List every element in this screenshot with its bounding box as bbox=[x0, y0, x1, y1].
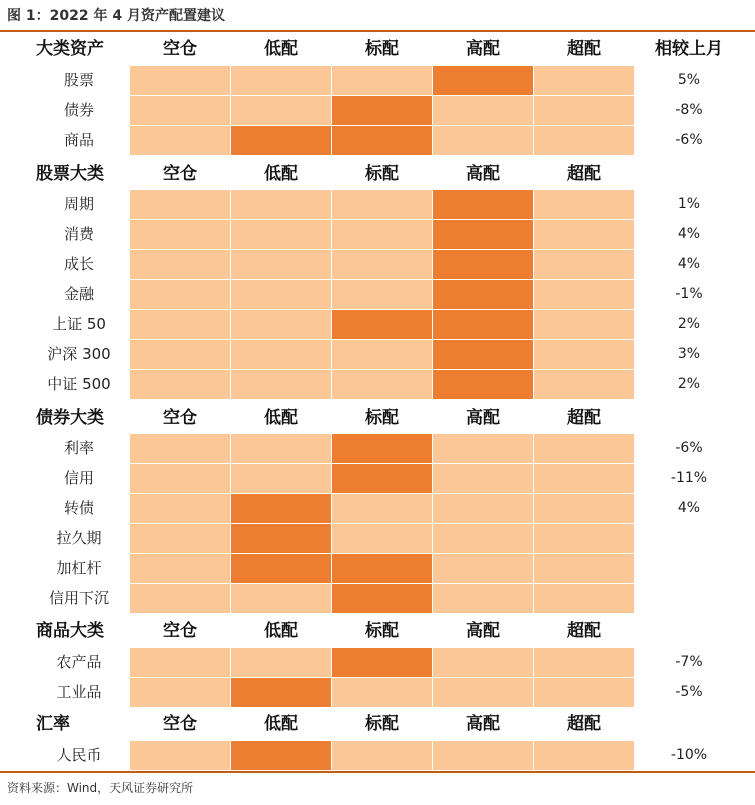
allocation-cell bbox=[130, 648, 230, 677]
row-label: 上证 50 bbox=[52, 315, 106, 333]
bottom-rule bbox=[0, 771, 755, 773]
level-header: 超配 bbox=[567, 621, 601, 641]
allocation-cell bbox=[534, 741, 634, 770]
allocation-cell bbox=[130, 370, 230, 399]
allocation-cell bbox=[332, 741, 432, 770]
allocation-cell bbox=[332, 250, 432, 279]
allocation-cell bbox=[534, 310, 634, 339]
allocation-cell bbox=[130, 554, 230, 583]
allocation-cell bbox=[130, 524, 230, 553]
change-value: -6% bbox=[675, 132, 703, 148]
level-header: 标配 bbox=[365, 39, 399, 59]
allocation-cell-selected bbox=[332, 584, 432, 613]
allocation-cell bbox=[433, 434, 533, 463]
change-value: -10% bbox=[670, 747, 708, 763]
allocation-cell-selected bbox=[332, 648, 432, 677]
figure-title: 图 1：2022 年 4 月资产配置建议 bbox=[7, 8, 225, 24]
allocation-cell bbox=[231, 434, 331, 463]
level-header: 超配 bbox=[567, 714, 601, 734]
allocation-cell-selected bbox=[231, 554, 331, 583]
allocation-cell bbox=[534, 648, 634, 677]
allocation-cell bbox=[130, 678, 230, 707]
row-label: 金融 bbox=[63, 285, 94, 303]
allocation-cell bbox=[332, 370, 432, 399]
level-header: 空仓 bbox=[163, 408, 197, 428]
allocation-cell-selected bbox=[332, 434, 432, 463]
level-header: 超配 bbox=[567, 164, 601, 184]
level-header: 低配 bbox=[264, 39, 298, 59]
allocation-cell bbox=[332, 678, 432, 707]
allocation-cell-selected bbox=[433, 280, 533, 309]
allocation-cell bbox=[433, 96, 533, 125]
allocation-cell bbox=[231, 190, 331, 219]
allocation-cell bbox=[130, 220, 230, 249]
allocation-cell bbox=[433, 648, 533, 677]
allocation-cell bbox=[130, 434, 230, 463]
allocation-cell bbox=[130, 280, 230, 309]
allocation-cell bbox=[332, 280, 432, 309]
level-header: 高配 bbox=[466, 714, 500, 734]
level-header: 超配 bbox=[567, 39, 601, 59]
level-header: 低配 bbox=[264, 408, 298, 428]
allocation-cell-selected bbox=[231, 741, 331, 770]
change-value: 1% bbox=[677, 196, 701, 212]
level-header: 低配 bbox=[264, 621, 298, 641]
change-value: 4% bbox=[677, 256, 701, 272]
row-label: 利率 bbox=[63, 439, 94, 457]
level-header: 标配 bbox=[365, 408, 399, 428]
level-header: 空仓 bbox=[163, 621, 197, 641]
allocation-cell bbox=[130, 340, 230, 369]
allocation-cell bbox=[231, 250, 331, 279]
allocation-cell bbox=[231, 648, 331, 677]
allocation-cell bbox=[433, 524, 533, 553]
row-label: 工业品 bbox=[56, 683, 102, 701]
allocation-cell-selected bbox=[433, 220, 533, 249]
allocation-cell-selected bbox=[231, 494, 331, 523]
allocation-cell bbox=[231, 340, 331, 369]
allocation-cell bbox=[130, 494, 230, 523]
allocation-cell bbox=[534, 250, 634, 279]
section-header: 商品大类 bbox=[36, 621, 104, 641]
section-header: 大类资产 bbox=[36, 39, 104, 59]
allocation-cell-selected bbox=[231, 524, 331, 553]
allocation-cell bbox=[231, 280, 331, 309]
section-header: 汇率 bbox=[36, 714, 70, 734]
allocation-cell bbox=[534, 370, 634, 399]
allocation-cell bbox=[534, 190, 634, 219]
level-header: 标配 bbox=[365, 164, 399, 184]
level-header: 超配 bbox=[567, 408, 601, 428]
allocation-cell bbox=[231, 96, 331, 125]
level-header: 空仓 bbox=[163, 714, 197, 734]
allocation-cell bbox=[433, 126, 533, 155]
allocation-cell bbox=[534, 280, 634, 309]
change-value: -7% bbox=[675, 654, 703, 670]
allocation-cell bbox=[130, 310, 230, 339]
allocation-cell-selected bbox=[332, 126, 432, 155]
level-header: 空仓 bbox=[163, 39, 197, 59]
row-label: 人民币 bbox=[56, 746, 102, 764]
change-header: 相较上月 bbox=[655, 39, 723, 59]
allocation-cell bbox=[433, 584, 533, 613]
allocation-cell bbox=[130, 96, 230, 125]
change-value: 2% bbox=[677, 316, 701, 332]
allocation-cell-selected bbox=[433, 250, 533, 279]
row-label: 加杠杆 bbox=[56, 559, 102, 577]
allocation-cell-selected bbox=[433, 190, 533, 219]
row-label: 沪深 300 bbox=[47, 345, 111, 363]
change-value: 4% bbox=[677, 500, 701, 516]
change-value: -5% bbox=[675, 684, 703, 700]
change-value: -1% bbox=[675, 286, 703, 302]
allocation-cell bbox=[534, 464, 634, 493]
section-header: 股票大类 bbox=[36, 164, 104, 184]
row-label: 信用 bbox=[63, 469, 94, 487]
row-label: 中证 500 bbox=[47, 375, 111, 393]
allocation-cell bbox=[433, 464, 533, 493]
level-header: 标配 bbox=[365, 714, 399, 734]
level-header: 低配 bbox=[264, 714, 298, 734]
allocation-cell bbox=[534, 584, 634, 613]
allocation-cell bbox=[433, 741, 533, 770]
allocation-cell bbox=[231, 584, 331, 613]
allocation-cell-selected bbox=[332, 464, 432, 493]
row-label: 债券 bbox=[63, 101, 94, 119]
row-label: 消费 bbox=[63, 225, 94, 243]
allocation-cell bbox=[332, 340, 432, 369]
change-value: 2% bbox=[677, 376, 701, 392]
allocation-cell bbox=[534, 220, 634, 249]
allocation-cell-selected bbox=[231, 126, 331, 155]
allocation-cell bbox=[231, 220, 331, 249]
allocation-cell bbox=[130, 741, 230, 770]
level-header: 高配 bbox=[466, 408, 500, 428]
change-value: 3% bbox=[677, 346, 701, 362]
level-header: 高配 bbox=[466, 164, 500, 184]
allocation-cell bbox=[534, 678, 634, 707]
allocation-cell-selected bbox=[433, 66, 533, 95]
allocation-cell bbox=[534, 434, 634, 463]
allocation-cell-selected bbox=[433, 370, 533, 399]
allocation-cell-selected bbox=[332, 554, 432, 583]
row-label: 拉久期 bbox=[56, 529, 102, 547]
allocation-cell bbox=[534, 494, 634, 523]
change-value: 4% bbox=[677, 226, 701, 242]
row-label: 转债 bbox=[63, 499, 94, 517]
allocation-cell bbox=[130, 464, 230, 493]
allocation-cell bbox=[130, 66, 230, 95]
allocation-cell bbox=[332, 494, 432, 523]
row-label: 股票 bbox=[63, 71, 94, 89]
allocation-cell bbox=[534, 554, 634, 583]
allocation-cell bbox=[130, 190, 230, 219]
allocation-cell bbox=[433, 494, 533, 523]
section-header: 债券大类 bbox=[36, 408, 104, 428]
allocation-cell bbox=[332, 220, 432, 249]
row-label: 成长 bbox=[63, 255, 94, 273]
allocation-cell bbox=[534, 126, 634, 155]
allocation-cell-selected bbox=[332, 96, 432, 125]
level-header: 低配 bbox=[264, 164, 298, 184]
allocation-cell bbox=[130, 584, 230, 613]
row-label: 农产品 bbox=[56, 653, 102, 671]
change-value: -6% bbox=[675, 440, 703, 456]
allocation-cell bbox=[231, 370, 331, 399]
allocation-cell-selected bbox=[332, 310, 432, 339]
allocation-cell bbox=[332, 190, 432, 219]
allocation-cell bbox=[130, 250, 230, 279]
row-label: 周期 bbox=[63, 195, 94, 213]
level-header: 空仓 bbox=[163, 164, 197, 184]
change-value: -11% bbox=[670, 470, 708, 486]
allocation-cell-selected bbox=[231, 678, 331, 707]
level-header: 高配 bbox=[466, 621, 500, 641]
level-header: 高配 bbox=[466, 39, 500, 59]
allocation-cell bbox=[534, 340, 634, 369]
allocation-cell bbox=[332, 524, 432, 553]
level-header: 标配 bbox=[365, 621, 399, 641]
allocation-cell bbox=[534, 66, 634, 95]
source-note: 资料来源：Wind，天风证券研究所 bbox=[7, 781, 194, 795]
allocation-cell bbox=[231, 464, 331, 493]
allocation-cell bbox=[534, 96, 634, 125]
allocation-cell bbox=[231, 66, 331, 95]
row-label: 信用下沉 bbox=[48, 589, 109, 607]
allocation-cell bbox=[130, 126, 230, 155]
allocation-cell bbox=[433, 678, 533, 707]
allocation-cell bbox=[534, 524, 634, 553]
row-label: 商品 bbox=[63, 131, 94, 149]
change-value: 5% bbox=[677, 72, 701, 88]
allocation-cell-selected bbox=[433, 310, 533, 339]
allocation-cell bbox=[433, 554, 533, 583]
top-rule bbox=[0, 30, 755, 32]
allocation-cell bbox=[332, 66, 432, 95]
change-value: -8% bbox=[675, 102, 703, 118]
allocation-cell-selected bbox=[433, 340, 533, 369]
allocation-cell bbox=[231, 310, 331, 339]
